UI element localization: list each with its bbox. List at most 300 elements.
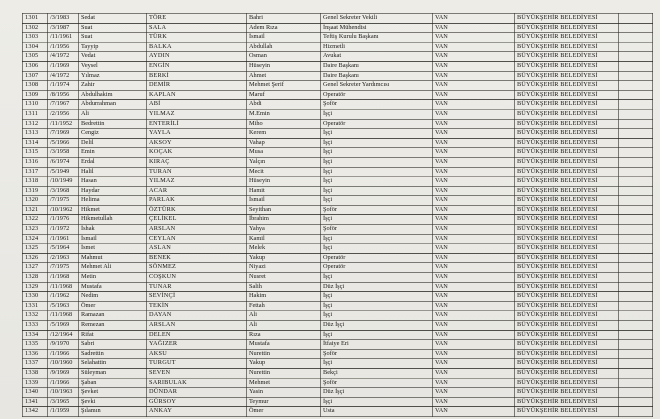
table-row (23, 129, 653, 139)
cell-first-name: Hasan (79, 177, 147, 187)
cell-organization: BÜYÜKŞEHİR BELEDİYESİ (515, 378, 619, 388)
cell-date: /7/1967 (48, 100, 79, 110)
cell-id: 1333 (23, 321, 48, 331)
cell-father-name: Bahri (247, 14, 321, 24)
cell-blank (619, 378, 653, 388)
cell-first-name: Cengiz (79, 129, 147, 139)
cell-father-name: Mustafa (247, 340, 321, 350)
cell-title: Daire Başkanı (321, 61, 433, 71)
cell-city: VAN (433, 71, 515, 81)
cell-organization: BÜYÜKŞEHİR BELEDİYESİ (515, 225, 619, 235)
cell-father-name: Teymur (247, 397, 321, 407)
cell-city: VAN (433, 177, 515, 187)
cell-title: İşçi (321, 244, 433, 254)
cell-title: Şoför (321, 100, 433, 110)
cell-blank (619, 81, 653, 91)
cell-father-name: Ahmet (247, 71, 321, 81)
cell-title: Operatör (321, 119, 433, 129)
cell-first-name: Abdurrahman (79, 100, 147, 110)
cell-city: VAN (433, 397, 515, 407)
cell-title: İşçi (321, 292, 433, 302)
cell-blank (619, 215, 653, 225)
cell-blank (619, 263, 653, 273)
cell-id: 1324 (23, 234, 48, 244)
cell-organization: BÜYÜKŞEHİR BELEDİYESİ (515, 368, 619, 378)
cell-first-name: Sadrettin (79, 349, 147, 359)
cell-first-name: Veysel (79, 61, 147, 71)
table-row (23, 340, 653, 350)
cell-id: 1306 (23, 61, 48, 71)
cell-last-name: SARIBULAK (147, 378, 247, 388)
cell-title: İşçi (321, 359, 433, 369)
cell-blank (619, 234, 653, 244)
cell-father-name: İbrahim (247, 215, 321, 225)
cell-father-name: Miho (247, 119, 321, 129)
cell-id: 1301 (23, 14, 48, 24)
cell-blank (619, 109, 653, 119)
cell-organization: BÜYÜKŞEHİR BELEDİYESİ (515, 33, 619, 43)
cell-last-name: ACAR (147, 186, 247, 196)
cell-father-name: Nusret (247, 273, 321, 283)
cell-last-name: SEVEN (147, 368, 247, 378)
cell-organization: BÜYÜKŞEHİR BELEDİYESİ (515, 61, 619, 71)
cell-last-name: TEKİN (147, 301, 247, 311)
cell-organization: BÜYÜKŞEHİR BELEDİYESİ (515, 205, 619, 215)
cell-title: İşçi (321, 109, 433, 119)
cell-father-name: Nurettin (247, 349, 321, 359)
cell-father-name: Kamil (247, 234, 321, 244)
table-row (23, 330, 653, 340)
table-row (23, 263, 653, 273)
cell-last-name: KIRAÇ (147, 157, 247, 167)
cell-id: 1318 (23, 177, 48, 187)
cell-id: 1327 (23, 263, 48, 273)
cell-city: VAN (433, 407, 515, 417)
cell-id: 1328 (23, 273, 48, 283)
cell-organization: BÜYÜKŞEHİR BELEDİYESİ (515, 282, 619, 292)
table-row (23, 52, 653, 62)
table-row (23, 71, 653, 81)
cell-father-name: Abdi (247, 100, 321, 110)
table-row (23, 368, 653, 378)
cell-city: VAN (433, 196, 515, 206)
table-row (23, 14, 653, 24)
table-row (23, 407, 653, 417)
cell-id: 1303 (23, 33, 48, 43)
cell-organization: BÜYÜKŞEHİR BELEDİYESİ (515, 167, 619, 177)
cell-organization: BÜYÜKŞEHİR BELEDİYESİ (515, 52, 619, 62)
cell-date: /6/1974 (48, 157, 79, 167)
cell-blank (619, 52, 653, 62)
cell-id: 1316 (23, 157, 48, 167)
cell-id: 1332 (23, 311, 48, 321)
personnel-table-body (23, 14, 653, 417)
table-row (23, 109, 653, 119)
cell-city: VAN (433, 52, 515, 62)
cell-title: Düz İşçi (321, 388, 433, 398)
cell-father-name: Nurettin (247, 368, 321, 378)
cell-last-name: ARSLAN (147, 321, 247, 331)
cell-date: /3/1968 (48, 186, 79, 196)
cell-blank (619, 33, 653, 43)
cell-blank (619, 177, 653, 187)
table-row (23, 148, 653, 158)
cell-title: İşçi (321, 311, 433, 321)
cell-blank (619, 388, 653, 398)
cell-first-name: Erdal (79, 157, 147, 167)
cell-title: Şoför (321, 378, 433, 388)
cell-id: 1339 (23, 378, 48, 388)
table-row (23, 215, 653, 225)
cell-last-name: YAĞIZER (147, 340, 247, 350)
cell-first-name: Tayyip (79, 42, 147, 52)
cell-father-name: Yakup (247, 359, 321, 369)
cell-father-name: Rıza (247, 330, 321, 340)
cell-first-name: İshak (79, 225, 147, 235)
cell-id: 1307 (23, 71, 48, 81)
cell-date: /10/1962 (48, 205, 79, 215)
cell-id: 1329 (23, 282, 48, 292)
cell-father-name: Fettah (247, 301, 321, 311)
cell-date: /10/1960 (48, 359, 79, 369)
cell-blank (619, 330, 653, 340)
cell-organization: BÜYÜKŞEHİR BELEDİYESİ (515, 138, 619, 148)
cell-title: İşçi (321, 186, 433, 196)
cell-organization: BÜYÜKŞEHİR BELEDİYESİ (515, 157, 619, 167)
cell-last-name: DELEN (147, 330, 247, 340)
cell-last-name: TUNAR (147, 282, 247, 292)
cell-organization: BÜYÜKŞEHİR BELEDİYESİ (515, 177, 619, 187)
cell-blank (619, 407, 653, 417)
cell-title: Usta (321, 407, 433, 417)
cell-id: 1305 (23, 52, 48, 62)
cell-father-name: Kerem (247, 129, 321, 139)
cell-first-name: Abdulhakim (79, 90, 147, 100)
cell-first-name: Yılmaz (79, 71, 147, 81)
cell-title: Operatör (321, 90, 433, 100)
cell-last-name: SEVİNÇİ (147, 292, 247, 302)
cell-organization: BÜYÜKŞEHİR BELEDİYESİ (515, 186, 619, 196)
cell-title: Bekçi (321, 368, 433, 378)
cell-blank (619, 167, 653, 177)
cell-father-name: İsmail (247, 33, 321, 43)
cell-date: /7/1975 (48, 196, 79, 206)
cell-city: VAN (433, 215, 515, 225)
cell-first-name: Şılamın (79, 407, 147, 417)
cell-city: VAN (433, 368, 515, 378)
cell-date: /5/1964 (48, 244, 79, 254)
cell-title: İşçi (321, 177, 433, 187)
cell-blank (619, 23, 653, 33)
cell-city: VAN (433, 321, 515, 331)
table-row (23, 177, 653, 187)
cell-father-name: M.Emin (247, 109, 321, 119)
cell-city: VAN (433, 263, 515, 273)
cell-date: /11/1968 (48, 311, 79, 321)
cell-date: /11/1961 (48, 33, 79, 43)
cell-title: İşçi (321, 167, 433, 177)
cell-organization: BÜYÜKŞEHİR BELEDİYESİ (515, 109, 619, 119)
cell-last-name: SÖNMEZ (147, 263, 247, 273)
cell-date: /1/1974 (48, 81, 79, 91)
cell-city: VAN (433, 81, 515, 91)
cell-first-name: Nedim (79, 292, 147, 302)
cell-date: /2/1956 (48, 109, 79, 119)
cell-blank (619, 14, 653, 24)
table-row (23, 282, 653, 292)
cell-title: İşçi (321, 301, 433, 311)
cell-city: VAN (433, 14, 515, 24)
table-row (23, 186, 653, 196)
table-row (23, 23, 653, 33)
cell-title: Şoför (321, 205, 433, 215)
cell-date: /1/1972 (48, 225, 79, 235)
cell-title: İşçi (321, 129, 433, 139)
cell-blank (619, 282, 653, 292)
cell-title: İşçi (321, 196, 433, 206)
cell-last-name: YAYLA (147, 129, 247, 139)
cell-father-name: Hüseyin (247, 177, 321, 187)
cell-id: 1317 (23, 167, 48, 177)
cell-date: /5/1949 (48, 167, 79, 177)
cell-last-name: CEYLAN (147, 234, 247, 244)
cell-title: İtfaiye Eri (321, 340, 433, 350)
cell-father-name: Ömer (247, 407, 321, 417)
cell-first-name: Halil (79, 167, 147, 177)
cell-id: 1326 (23, 253, 48, 263)
cell-date: /1/1966 (48, 378, 79, 388)
cell-last-name: TURGUT (147, 359, 247, 369)
cell-title: Teftiş Kurulu Başkanı (321, 33, 433, 43)
cell-organization: BÜYÜKŞEHİR BELEDİYESİ (515, 81, 619, 91)
table-row (23, 157, 653, 167)
cell-organization: BÜYÜKŞEHİR BELEDİYESİ (515, 321, 619, 331)
cell-blank (619, 349, 653, 359)
cell-date: /1/1961 (48, 234, 79, 244)
cell-last-name: SALA (147, 23, 247, 33)
cell-last-name: AKSU (147, 349, 247, 359)
cell-date: /1/1959 (48, 407, 79, 417)
cell-blank (619, 368, 653, 378)
cell-blank (619, 196, 653, 206)
cell-first-name: Suat (79, 23, 147, 33)
cell-blank (619, 119, 653, 129)
cell-father-name: Melek (247, 244, 321, 254)
cell-father-name: Maruf (247, 90, 321, 100)
cell-date: /5/1963 (48, 301, 79, 311)
cell-id: 1311 (23, 109, 48, 119)
table-row (23, 273, 653, 283)
cell-first-name: Sabri (79, 340, 147, 350)
cell-date: /8/1956 (48, 90, 79, 100)
cell-id: 1336 (23, 349, 48, 359)
cell-date: /4/1972 (48, 71, 79, 81)
cell-city: VAN (433, 90, 515, 100)
cell-father-name: Mecit (247, 167, 321, 177)
cell-first-name: Rifat (79, 330, 147, 340)
cell-city: VAN (433, 33, 515, 43)
cell-blank (619, 301, 653, 311)
cell-father-name: Yasin (247, 388, 321, 398)
cell-father-name: Ali (247, 311, 321, 321)
cell-id: 1309 (23, 90, 48, 100)
cell-last-name: ENGİN (147, 61, 247, 71)
cell-last-name: YILMAZ (147, 109, 247, 119)
cell-organization: BÜYÜKŞEHİR BELEDİYESİ (515, 292, 619, 302)
table-row (23, 100, 653, 110)
cell-father-name: Yahya (247, 225, 321, 235)
cell-date: /1/1966 (48, 349, 79, 359)
cell-organization: BÜYÜKŞEHİR BELEDİYESİ (515, 71, 619, 81)
cell-father-name: Vahap (247, 138, 321, 148)
cell-blank (619, 292, 653, 302)
cell-date: /3/1983 (48, 14, 79, 24)
cell-organization: BÜYÜKŞEHİR BELEDİYESİ (515, 263, 619, 273)
table-row (23, 397, 653, 407)
cell-first-name: Mustafa (79, 282, 147, 292)
cell-id: 1325 (23, 244, 48, 254)
cell-last-name: DAYAN (147, 311, 247, 321)
cell-id: 1334 (23, 330, 48, 340)
table-row (23, 138, 653, 148)
cell-father-name: Niyazi (247, 263, 321, 273)
cell-first-name: İsmet (79, 244, 147, 254)
cell-last-name: AYDIN (147, 52, 247, 62)
table-row (23, 301, 653, 311)
cell-id: 1315 (23, 148, 48, 158)
cell-city: VAN (433, 138, 515, 148)
cell-father-name: Ali (247, 321, 321, 331)
cell-last-name: ANKAY (147, 407, 247, 417)
cell-date: /9/1969 (48, 368, 79, 378)
cell-blank (619, 397, 653, 407)
cell-title: Hizmetli (321, 42, 433, 52)
cell-id: 1312 (23, 119, 48, 129)
cell-father-name: Hamit (247, 186, 321, 196)
cell-city: VAN (433, 234, 515, 244)
cell-last-name: TURAN (147, 167, 247, 177)
table-row (23, 42, 653, 52)
cell-city: VAN (433, 273, 515, 283)
cell-id: 1308 (23, 81, 48, 91)
cell-title: Daire Başkanı (321, 71, 433, 81)
cell-blank (619, 129, 653, 139)
cell-first-name: Süleyman (79, 368, 147, 378)
cell-father-name: Salih (247, 282, 321, 292)
cell-blank (619, 311, 653, 321)
cell-title: Şoför (321, 349, 433, 359)
cell-first-name: Hikmetullah (79, 215, 147, 225)
cell-id: 1320 (23, 196, 48, 206)
cell-date: /10/1949 (48, 177, 79, 187)
cell-last-name: ABİ (147, 100, 247, 110)
cell-title: Düz İşçi (321, 282, 433, 292)
table-row (23, 234, 653, 244)
cell-first-name: Şevki (79, 397, 147, 407)
cell-title: Operatör (321, 263, 433, 273)
cell-organization: BÜYÜKŞEHİR BELEDİYESİ (515, 215, 619, 225)
cell-organization: BÜYÜKŞEHİR BELEDİYESİ (515, 244, 619, 254)
cell-organization: BÜYÜKŞEHİR BELEDİYESİ (515, 14, 619, 24)
table-row (23, 61, 653, 71)
cell-first-name: Zahir (79, 81, 147, 91)
cell-organization: BÜYÜKŞEHİR BELEDİYESİ (515, 42, 619, 52)
cell-first-name: Metin (79, 273, 147, 283)
table-row (23, 349, 653, 359)
cell-date: /1/1969 (48, 61, 79, 71)
cell-id: 1313 (23, 129, 48, 139)
cell-city: VAN (433, 282, 515, 292)
cell-last-name: TÖRE (147, 14, 247, 24)
cell-id: 1304 (23, 42, 48, 52)
cell-blank (619, 244, 653, 254)
cell-date: /5/1969 (48, 321, 79, 331)
cell-father-name: Adem Rıza (247, 23, 321, 33)
cell-city: VAN (433, 148, 515, 158)
cell-title: İşçi (321, 138, 433, 148)
cell-blank (619, 359, 653, 369)
table-row (23, 205, 653, 215)
cell-city: VAN (433, 225, 515, 235)
table-row (23, 321, 653, 331)
cell-id: 1342 (23, 407, 48, 417)
cell-last-name: PARLAK (147, 196, 247, 206)
cell-city: VAN (433, 157, 515, 167)
cell-id: 1323 (23, 225, 48, 235)
cell-date: /10/1963 (48, 388, 79, 398)
cell-organization: BÜYÜKŞEHİR BELEDİYESİ (515, 90, 619, 100)
cell-id: 1337 (23, 359, 48, 369)
cell-first-name: Selahattin (79, 359, 147, 369)
cell-city: VAN (433, 388, 515, 398)
table-row (23, 81, 653, 91)
cell-id: 1335 (23, 340, 48, 350)
cell-date: /2/1963 (48, 253, 79, 263)
cell-title: İşçi (321, 148, 433, 158)
cell-first-name: Mehmet Ali (79, 263, 147, 273)
cell-organization: BÜYÜKŞEHİR BELEDİYESİ (515, 301, 619, 311)
cell-father-name: Mehmet Şerif (247, 81, 321, 91)
cell-last-name: DÜNDAR (147, 388, 247, 398)
cell-father-name: Osman (247, 52, 321, 62)
cell-id: 1314 (23, 138, 48, 148)
cell-date: /11/1968 (48, 282, 79, 292)
cell-title: İşçi (321, 273, 433, 283)
cell-date: /1/1968 (48, 273, 79, 283)
cell-date: /9/1970 (48, 340, 79, 350)
cell-last-name: BERKİ (147, 71, 247, 81)
table-row (23, 253, 653, 263)
cell-last-name: BENEK (147, 253, 247, 263)
cell-city: VAN (433, 244, 515, 254)
cell-blank (619, 273, 653, 283)
cell-last-name: YILMAZ (147, 177, 247, 187)
cell-blank (619, 42, 653, 52)
cell-id: 1330 (23, 292, 48, 302)
table-row (23, 196, 653, 206)
cell-city: VAN (433, 349, 515, 359)
cell-blank (619, 71, 653, 81)
cell-city: VAN (433, 167, 515, 177)
cell-father-name: Yakup (247, 253, 321, 263)
cell-organization: BÜYÜKŞEHİR BELEDİYESİ (515, 148, 619, 158)
table-row (23, 90, 653, 100)
cell-father-name: Hüseyin (247, 61, 321, 71)
cell-blank (619, 186, 653, 196)
cell-id: 1310 (23, 100, 48, 110)
cell-organization: BÜYÜKŞEHİR BELEDİYESİ (515, 349, 619, 359)
cell-organization: BÜYÜKŞEHİR BELEDİYESİ (515, 340, 619, 350)
